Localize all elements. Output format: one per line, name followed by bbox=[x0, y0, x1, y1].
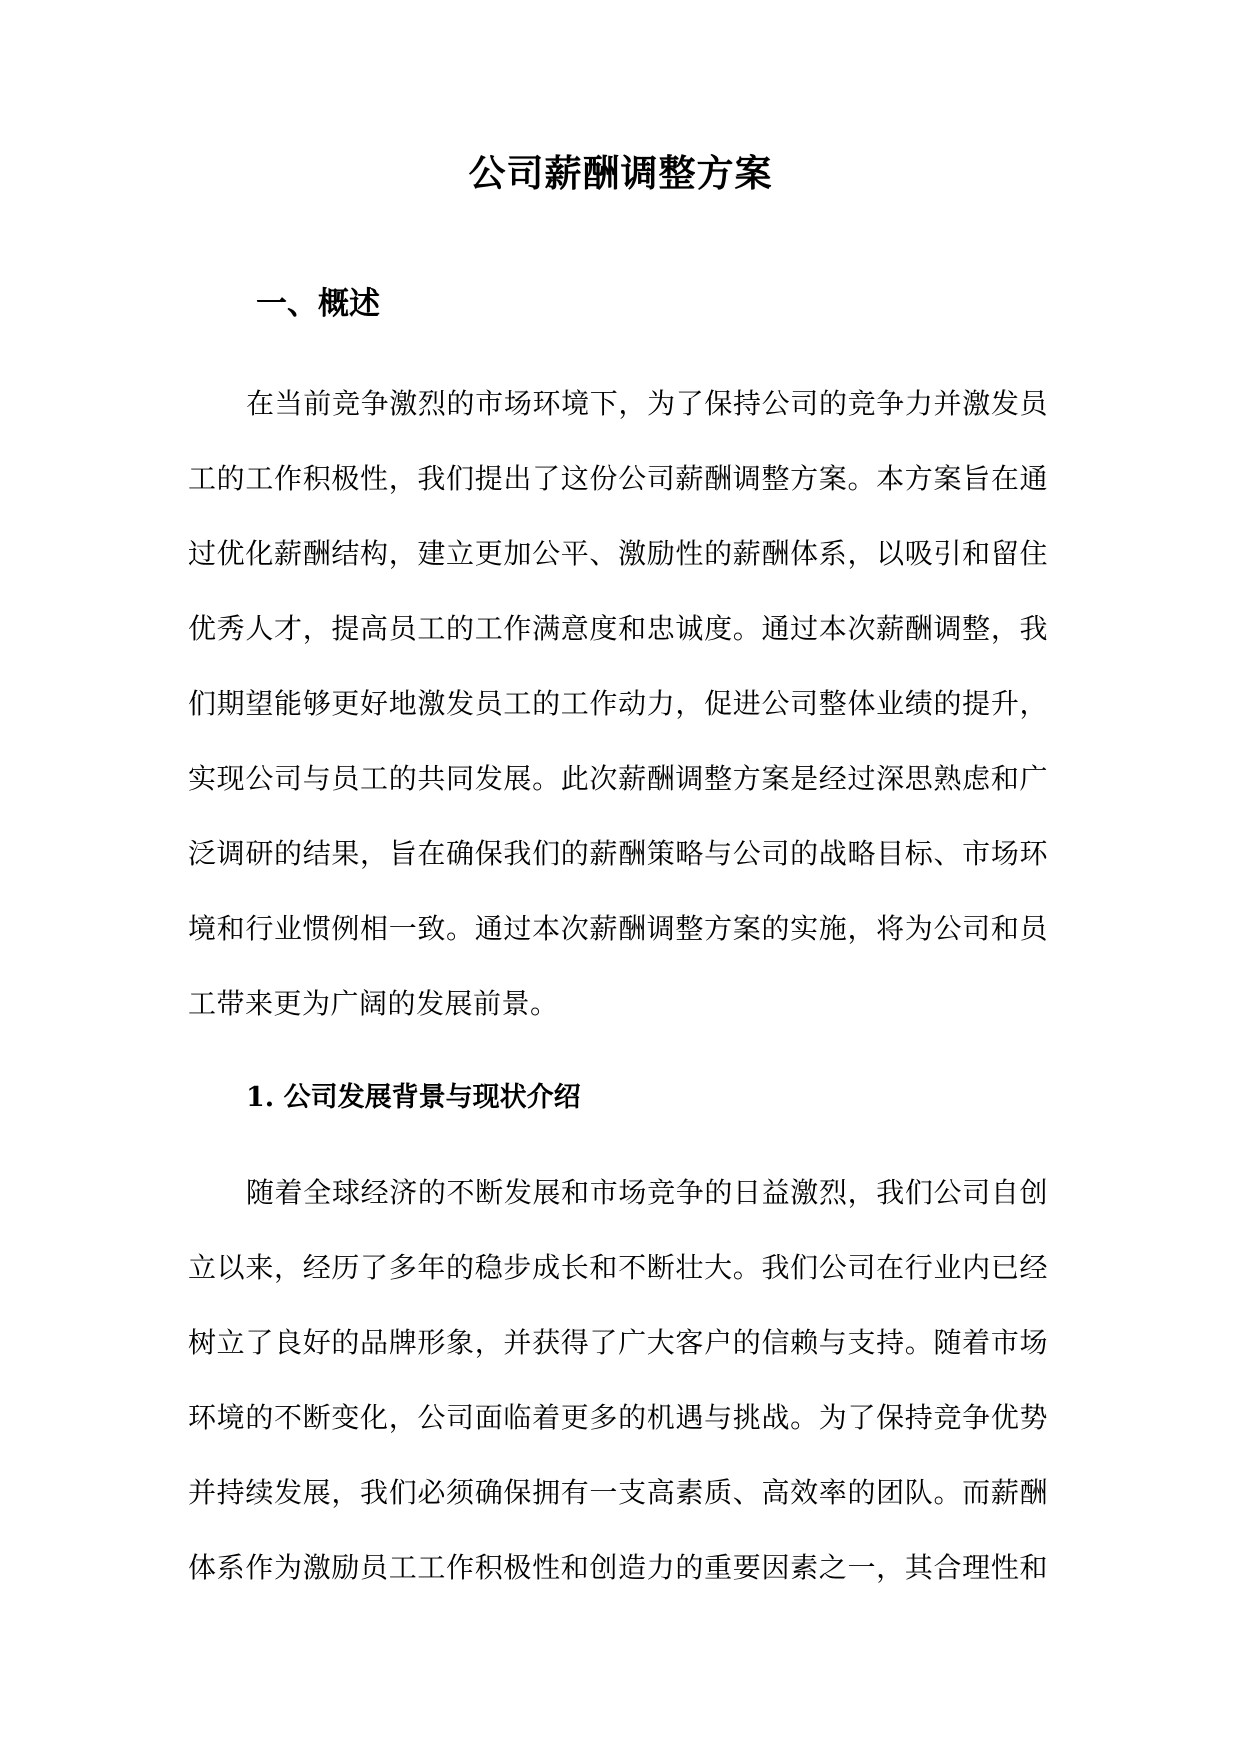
section-heading-overview: 一、概述 bbox=[256, 286, 380, 322]
overview-paragraph bbox=[188, 366, 1048, 1041]
paragraph-line: 环境的不断变化，公司面临着更多的机遇与挑战。为了保持竞争优势 bbox=[188, 1401, 1048, 1434]
paragraph-line: 树立了良好的品牌形象，并获得了广大客户的信赖与支持。随着市场 bbox=[188, 1326, 1048, 1359]
page-title: 公司薪酬调整方案 bbox=[468, 151, 773, 195]
paragraph-line: 们期望能够更好地激发员工的工作动力，促进公司整体业绩的提升， bbox=[188, 687, 1048, 720]
paragraph-line: 体系作为激励员工工作积极性和创造力的重要因素之一，其合理性和 bbox=[188, 1551, 1048, 1584]
paragraph-line: 并持续发展，我们必须确保拥有一支高素质、高效率的团队。而薪酬 bbox=[188, 1476, 1048, 1509]
paragraph-line: 工带来更为广阔的发展前景。 bbox=[188, 987, 559, 1020]
paragraph-line: 泛调研的结果，旨在确保我们的薪酬策略与公司的战略目标、市场环 bbox=[188, 837, 1048, 870]
background-paragraph bbox=[188, 1155, 1048, 1605]
subsection-heading-background: 1. 公司发展背景与现状介绍 bbox=[246, 1082, 581, 1113]
paragraph-line: 境和行业惯例相一致。通过本次薪酬调整方案的实施，将为公司和员 bbox=[188, 912, 1048, 945]
paragraph-line: 实现公司与员工的共同发展。此次薪酬调整方案是经过深思熟虑和广 bbox=[188, 762, 1048, 795]
paragraph-line: 随着全球经济的不断发展和市场竞争的日益激烈，我们公司自创 bbox=[246, 1176, 1048, 1209]
paragraph-line: 工的工作积极性，我们提出了这份公司薪酬调整方案。本方案旨在通 bbox=[188, 462, 1048, 495]
paragraph-line: 过优化薪酬结构，建立更加公平、激励性的薪酬体系，以吸引和留住 bbox=[188, 537, 1048, 570]
paragraph-line: 优秀人才，提高员工的工作满意度和忠诚度。通过本次薪酬调整，我 bbox=[188, 612, 1048, 645]
paragraph-line: 立以来，经历了多年的稳步成长和不断壮大。我们公司在行业内已经 bbox=[188, 1251, 1048, 1284]
paragraph-line: 在当前竞争激烈的市场环境下，为了保持公司的竞争力并激发员 bbox=[246, 387, 1048, 420]
